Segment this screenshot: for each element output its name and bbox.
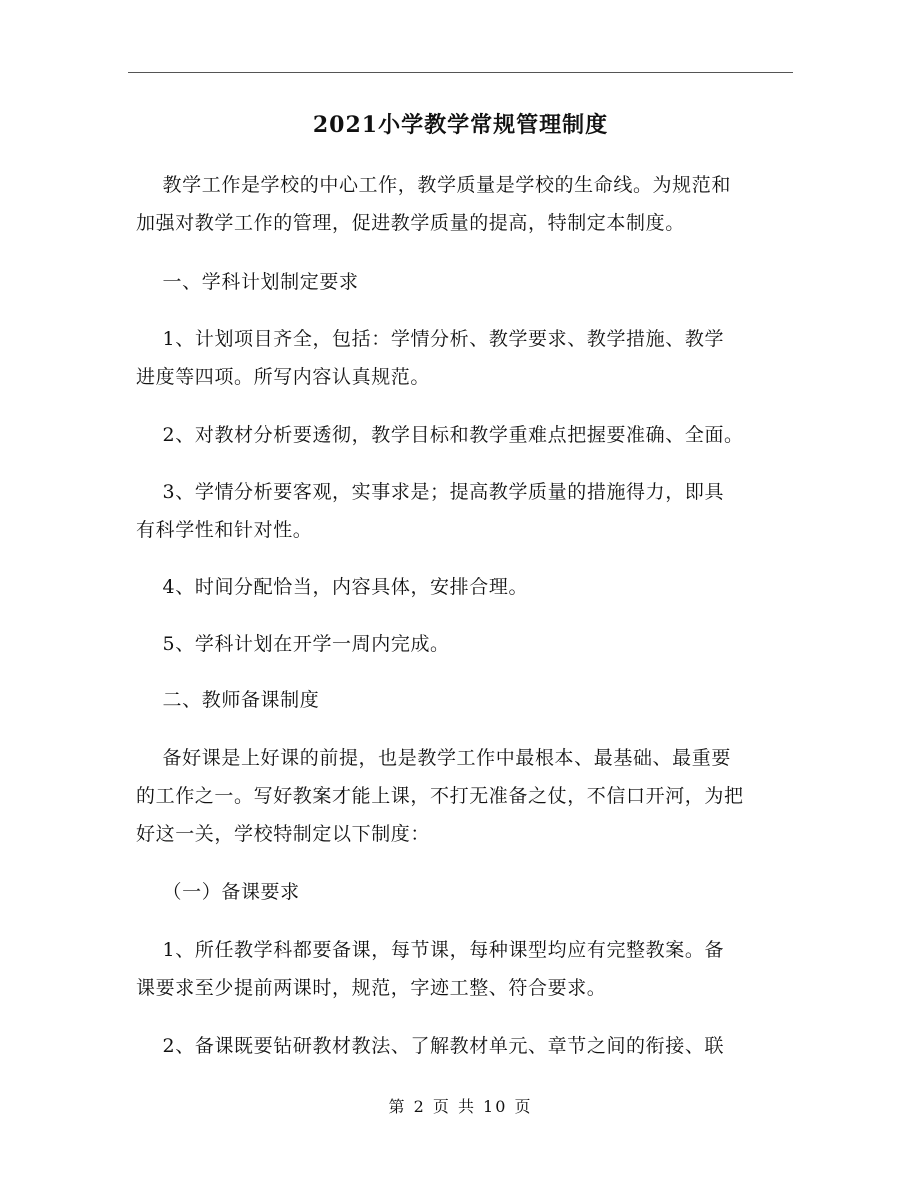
paragraph-line: 教学工作是学校的中心工作，教学质量是学校的生命线。为规范和: [136, 174, 731, 196]
paragraph-line: 备好课是上好课的前提，也是教学工作中最根本、最基础、最重要: [136, 747, 731, 769]
paragraph-line: 课要求至少提前两课时，规范，字迹工整、符合要求。: [136, 977, 607, 999]
paragraph-line: 好这一关，学校特制定以下制度：: [136, 823, 431, 845]
page-number-footer: 第 2 页 共 10 页: [388, 1097, 533, 1116]
section-heading: 二、教师备课制度: [136, 689, 320, 711]
paragraph-line: 加强对教学工作的管理，促进教学质量的提高，特制定本制度。: [136, 212, 685, 234]
paragraph-line: 1、计划项目齐全，包括：学情分析、教学要求、教学措施、教学: [136, 328, 725, 350]
subsection-heading: （一）备课要求: [136, 881, 300, 903]
section-heading: 一、学科计划制定要求: [136, 271, 359, 293]
paragraph-line: 进度等四项。所写内容认真规范。: [136, 366, 431, 388]
paragraph-line: 1、所任教学科都要备课，每节课，每种课型均应有完整教案。备: [136, 939, 725, 961]
paragraph-line: 的工作之一。写好教案才能上课，不打无准备之仗，不信口开河，为把: [136, 785, 744, 807]
header-rule: [128, 72, 793, 73]
paragraph-line: 2、备课既要钻研教材教法、了解教材单元、章节之间的衔接、联: [136, 1035, 725, 1057]
document-title: 2021小学教学常规管理制度: [312, 112, 609, 138]
paragraph-line: 2、对教材分析要透彻，教学目标和教学重难点把握要准确、全面。: [136, 424, 744, 446]
paragraph-line: 4、时间分配恰当，内容具体，安排合理。: [136, 576, 529, 598]
paragraph-line: 有科学性和针对性。: [136, 519, 313, 541]
paragraph-line: 5、学科计划在开学一周内完成。: [136, 633, 450, 655]
paragraph-line: 3、学情分析要客观，实事求是；提高教学质量的措施得力，即具: [136, 481, 725, 503]
